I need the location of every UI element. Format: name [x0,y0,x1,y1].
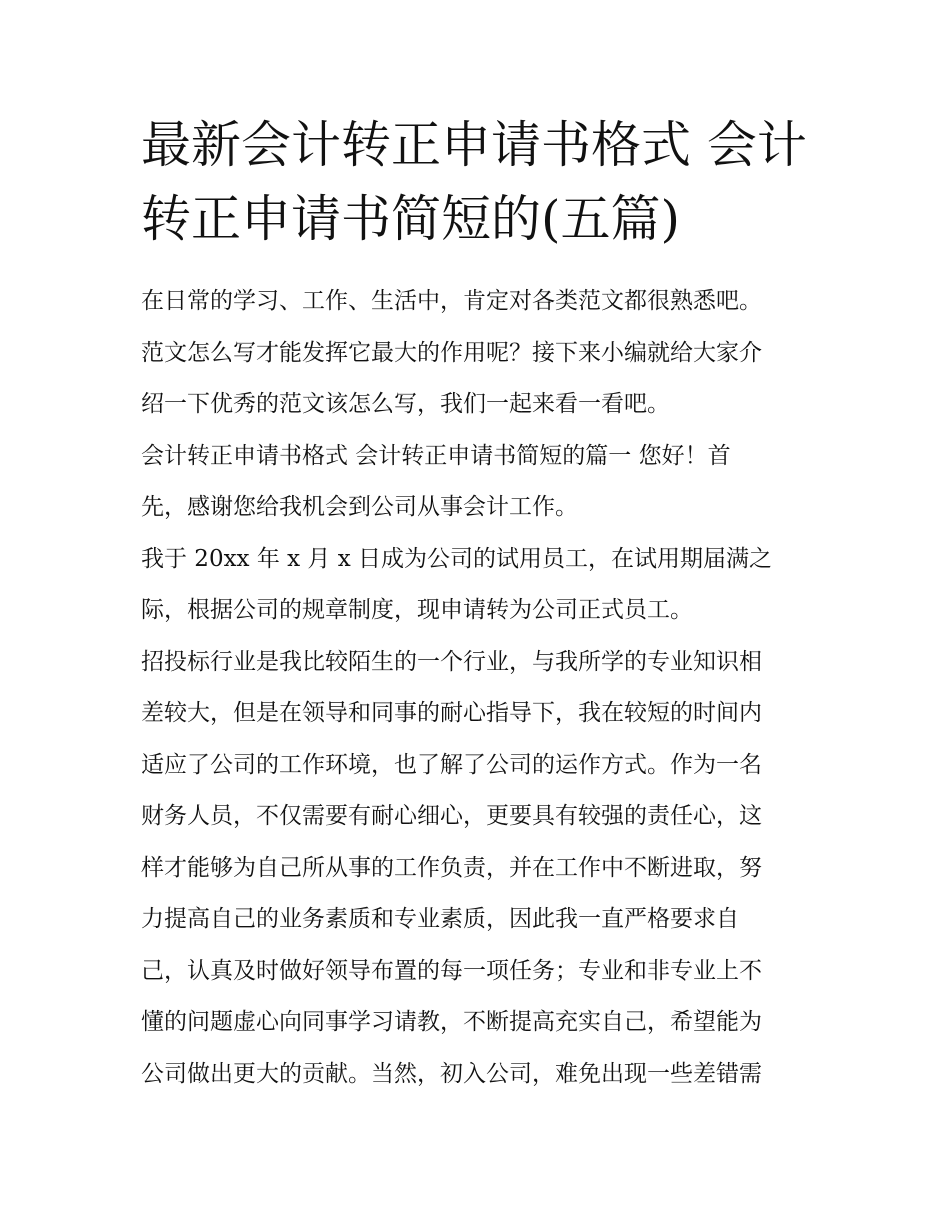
body-line: 会计转正申请书格式 会计转正申请书简短的篇一 您好！首 [141,442,731,469]
document-body [141,276,821,1100]
title-line-1: 最新会计转正申请书格式 会计 [141,116,807,174]
body-line: 公司做出更大的贡献。当然，初入公司，难免出现一些差错需 [141,1060,762,1087]
body-line: 绍一下优秀的范文该怎么写，我们一起来看一看吧。 [141,391,670,417]
body-line: 在日常的学习、工作、生活中，肯定对各类范文都很熟悉吧。 [141,288,762,314]
body-line: 己，认真及时做好领导布置的每一项任务；专业和非专业上不 [141,957,762,984]
body-line: 范文怎么写才能发挥它最大的作用呢？接下来小编就给大家介 [141,339,762,366]
body-line: 适应了公司的工作环境，也了解了公司的运作方式。作为一名 [141,751,762,778]
body-line: 样才能够为自己所从事的工作负责，并在工作中不断进取，努 [141,854,762,881]
body-line: 招投标行业是我比较陌生的一个行业，与我所学的专业知识相 [141,648,762,675]
body-line: 财务人员，不仅需要有耐心细心，更要具有较强的责任心，这 [141,803,762,829]
body-line: 懂的问题虚心向同事学习请教，不断提高充实自己，希望能为 [141,1009,762,1035]
body-line: 差较大，但是在领导和同事的耐心指导下，我在较短的时间内 [141,700,762,726]
body-line: 力提高自己的业务素质和专业素质，因此我一直严格要求自 [141,906,739,932]
title-line-2: 转正申请书简短的(五篇) [141,190,681,248]
document-title [141,108,821,256]
body-line: 际，根据公司的规章制度，现申请转为公司正式员工。 [141,597,693,623]
body-line: 先，感谢您给我机会到公司从事会计工作。 [141,494,578,520]
body-line: 我于 20xx 年 x 月 x 日成为公司的试用员工，在试用期届满之 [141,545,773,572]
